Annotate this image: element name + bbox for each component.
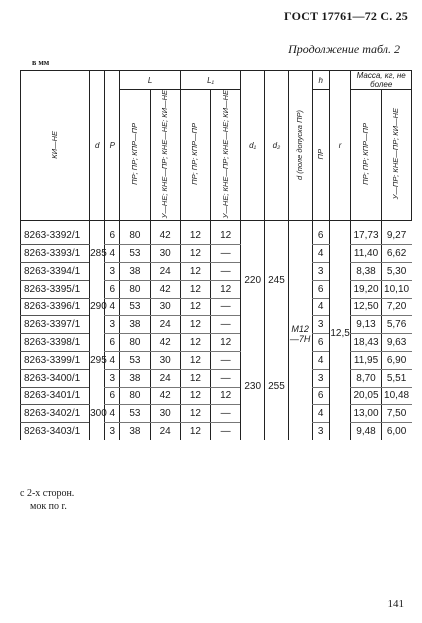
cell-h: 3	[312, 369, 329, 387]
col-header-mass-u: У—ПР; КНЕ—ПР; КИ—НЕ	[381, 90, 411, 221]
col-header-mass: Масса, кг, не более	[351, 71, 412, 90]
cell-mass-pr: 19,20	[351, 280, 381, 298]
cell-l1-u: —	[211, 245, 241, 263]
row-code: 8263-3400/1	[21, 369, 90, 387]
cell-l-u: 24	[150, 423, 180, 440]
cell-h: 6	[312, 280, 329, 298]
row-code: 8263-3399/1	[21, 351, 90, 369]
cell-d1: 220	[241, 221, 265, 334]
col-header-l-u: У—НЕ; КНЕ—ПР; КНЕ—НЕ; КИ—НЕ	[150, 90, 180, 221]
cell-l1-pr: 12	[180, 262, 210, 280]
cell-l1-pr: 12	[180, 369, 210, 387]
cell-d2: 245	[265, 221, 289, 334]
cell-mass-pr: 13,00	[351, 405, 381, 423]
cell-thread: M12—7H	[288, 221, 312, 440]
cell-l1-u: —	[211, 405, 241, 423]
cell-h: 6	[312, 387, 329, 405]
cell-l1-u: —	[211, 298, 241, 316]
cell-d: 295	[90, 334, 105, 387]
cell-l-pr: 80	[120, 387, 150, 405]
cell-mass-u: 10,10	[381, 280, 411, 298]
cell-p: 4	[105, 405, 120, 423]
cell-r: 12,5	[329, 221, 351, 440]
cell-mass-u: 7,20	[381, 298, 411, 316]
table-row	[21, 387, 412, 405]
cell-l1-u: 12	[211, 280, 241, 298]
cell-mass-pr: 8,70	[351, 369, 381, 387]
cell-l-pr: 38	[120, 262, 150, 280]
table-row	[21, 405, 412, 423]
table-row	[21, 298, 412, 316]
col-header-l1-pr: ПР; ПР; КПР—ПР	[180, 90, 210, 221]
footnote: мок по r.	[30, 501, 67, 512]
cell-l1-u: —	[211, 316, 241, 334]
table-row	[21, 369, 412, 387]
cell-mass-u: 6,00	[381, 423, 411, 440]
cell-p: 6	[105, 334, 120, 352]
cell-p: 6	[105, 221, 120, 245]
row-code: 8263-3401/1	[21, 387, 90, 405]
cell-l1-u: 12	[211, 387, 241, 405]
cell-l1-u: 12	[211, 334, 241, 352]
row-code: 8263-3393/1	[21, 245, 90, 263]
col-header-mass-pr: ПР; ПР; КПР—ПР	[351, 90, 381, 221]
row-code: 8263-3398/1	[21, 334, 90, 352]
col-header-h-pr: ПР	[312, 90, 329, 221]
cell-l1-pr: 12	[180, 316, 210, 334]
cell-l-u: 42	[150, 221, 180, 245]
cell-l1-u: 12	[211, 221, 241, 245]
cell-h: 3	[312, 423, 329, 440]
col-header-l-pr: ПР; ПР; КПР—ПР	[120, 90, 150, 221]
cell-p: 3	[105, 316, 120, 334]
cell-h: 4	[312, 298, 329, 316]
cell-l-u: 24	[150, 369, 180, 387]
cell-h: 4	[312, 245, 329, 263]
row-code: 8263-3395/1	[21, 280, 90, 298]
cell-p: 4	[105, 298, 120, 316]
col-header-d1: d₁	[241, 71, 265, 221]
cell-mass-pr: 18,43	[351, 334, 381, 352]
cell-p: 6	[105, 387, 120, 405]
row-code: 8263-3403/1	[21, 423, 90, 440]
cell-l-u: 42	[150, 387, 180, 405]
table-row	[21, 262, 412, 280]
cell-mass-pr: 12,50	[351, 298, 381, 316]
cell-h: 4	[312, 405, 329, 423]
col-header-l1-u: У—НЕ; КНЕ—ПР; КНЕ—НЕ; КИ—НЕ	[211, 90, 241, 221]
cell-mass-pr: 20,05	[351, 387, 381, 405]
cell-mass-pr: 9,13	[351, 316, 381, 334]
cell-p: 6	[105, 280, 120, 298]
cell-h: 3	[312, 262, 329, 280]
cell-l1-pr: 12	[180, 334, 210, 352]
cell-d: 290	[90, 280, 105, 333]
col-header-d2: d₂	[265, 71, 289, 221]
row-code: 8263-3397/1	[21, 316, 90, 334]
cell-mass-pr: 17,73	[351, 221, 381, 245]
col-header-p: P	[105, 71, 120, 221]
cell-l1-u: —	[211, 351, 241, 369]
cell-l-u: 24	[150, 262, 180, 280]
row-code: 8263-3396/1	[21, 298, 90, 316]
table-row	[21, 245, 412, 263]
col-header-r: r	[329, 71, 351, 221]
table-row	[21, 351, 412, 369]
cell-mass-u: 9,27	[381, 221, 411, 245]
row-code: 8263-3392/1	[21, 221, 90, 245]
col-header-d-tolerance: d (поле допуска ПР)	[288, 71, 312, 221]
cell-l1-u: —	[211, 262, 241, 280]
cell-mass-u: 5,76	[381, 316, 411, 334]
footnote: с 2-х сторон.	[20, 488, 75, 499]
cell-l-pr: 80	[120, 221, 150, 245]
cell-h: 6	[312, 221, 329, 245]
cell-l1-pr: 12	[180, 423, 210, 440]
cell-p: 3	[105, 369, 120, 387]
cell-d2: 255	[265, 334, 289, 440]
document-header: ГОСТ 17761—72 С. 25	[284, 9, 408, 23]
cell-l1-pr: 12	[180, 245, 210, 263]
gauge-table	[20, 70, 412, 440]
cell-mass-u: 6,90	[381, 351, 411, 369]
cell-mass-u: 10,48	[381, 387, 411, 405]
cell-l-u: 42	[150, 280, 180, 298]
cell-mass-pr: 9,48	[351, 423, 381, 440]
cell-l-u: 42	[150, 334, 180, 352]
cell-l-pr: 38	[120, 369, 150, 387]
cell-d: 300	[90, 387, 105, 440]
cell-l-u: 30	[150, 405, 180, 423]
cell-mass-pr: 11,40	[351, 245, 381, 263]
row-code: 8263-3394/1	[21, 262, 90, 280]
cell-mass-u: 9,63	[381, 334, 411, 352]
cell-l1-u: —	[211, 423, 241, 440]
cell-l1-pr: 12	[180, 387, 210, 405]
cell-mass-u: 5,51	[381, 369, 411, 387]
cell-mass-u: 6,62	[381, 245, 411, 263]
cell-h: 6	[312, 334, 329, 352]
cell-d: 285	[90, 221, 105, 280]
col-header-code: КИ—НЕ	[21, 71, 90, 221]
cell-l-pr: 38	[120, 316, 150, 334]
col-header-l: L	[120, 71, 180, 90]
table-row	[21, 221, 412, 245]
cell-mass-u: 7,50	[381, 405, 411, 423]
table-row	[21, 280, 412, 298]
cell-l1-pr: 12	[180, 405, 210, 423]
cell-d1: 230	[241, 334, 265, 440]
col-header-d: d	[90, 71, 105, 221]
cell-l-u: 30	[150, 245, 180, 263]
cell-l-pr: 80	[120, 334, 150, 352]
cell-p: 4	[105, 351, 120, 369]
table-row	[21, 334, 412, 352]
cell-l-u: 30	[150, 351, 180, 369]
cell-l-pr: 53	[120, 298, 150, 316]
cell-l-pr: 53	[120, 351, 150, 369]
cell-l1-pr: 12	[180, 298, 210, 316]
units-label: в мм	[32, 58, 50, 67]
row-code: 8263-3402/1	[21, 405, 90, 423]
cell-l-pr: 53	[120, 245, 150, 263]
cell-l1-pr: 12	[180, 221, 210, 245]
cell-p: 3	[105, 423, 120, 440]
page-number: 141	[387, 598, 404, 610]
cell-h: 4	[312, 351, 329, 369]
cell-l1-pr: 12	[180, 280, 210, 298]
cell-l-pr: 53	[120, 405, 150, 423]
table-row	[21, 423, 412, 440]
cell-h: 3	[312, 316, 329, 334]
table-continuation-label: Продолжение табл. 2	[288, 42, 400, 56]
table-row	[21, 316, 412, 334]
cell-l-pr: 38	[120, 423, 150, 440]
cell-l-u: 30	[150, 298, 180, 316]
cell-mass-pr: 11,95	[351, 351, 381, 369]
cell-mass-pr: 8,38	[351, 262, 381, 280]
cell-l1-pr: 12	[180, 351, 210, 369]
col-header-l1: L₁	[180, 71, 240, 90]
col-header-h: h	[312, 71, 329, 90]
cell-mass-u: 5,30	[381, 262, 411, 280]
cell-l-pr: 80	[120, 280, 150, 298]
cell-p: 3	[105, 262, 120, 280]
cell-l1-u: —	[211, 369, 241, 387]
cell-l-u: 24	[150, 316, 180, 334]
cell-p: 4	[105, 245, 120, 263]
